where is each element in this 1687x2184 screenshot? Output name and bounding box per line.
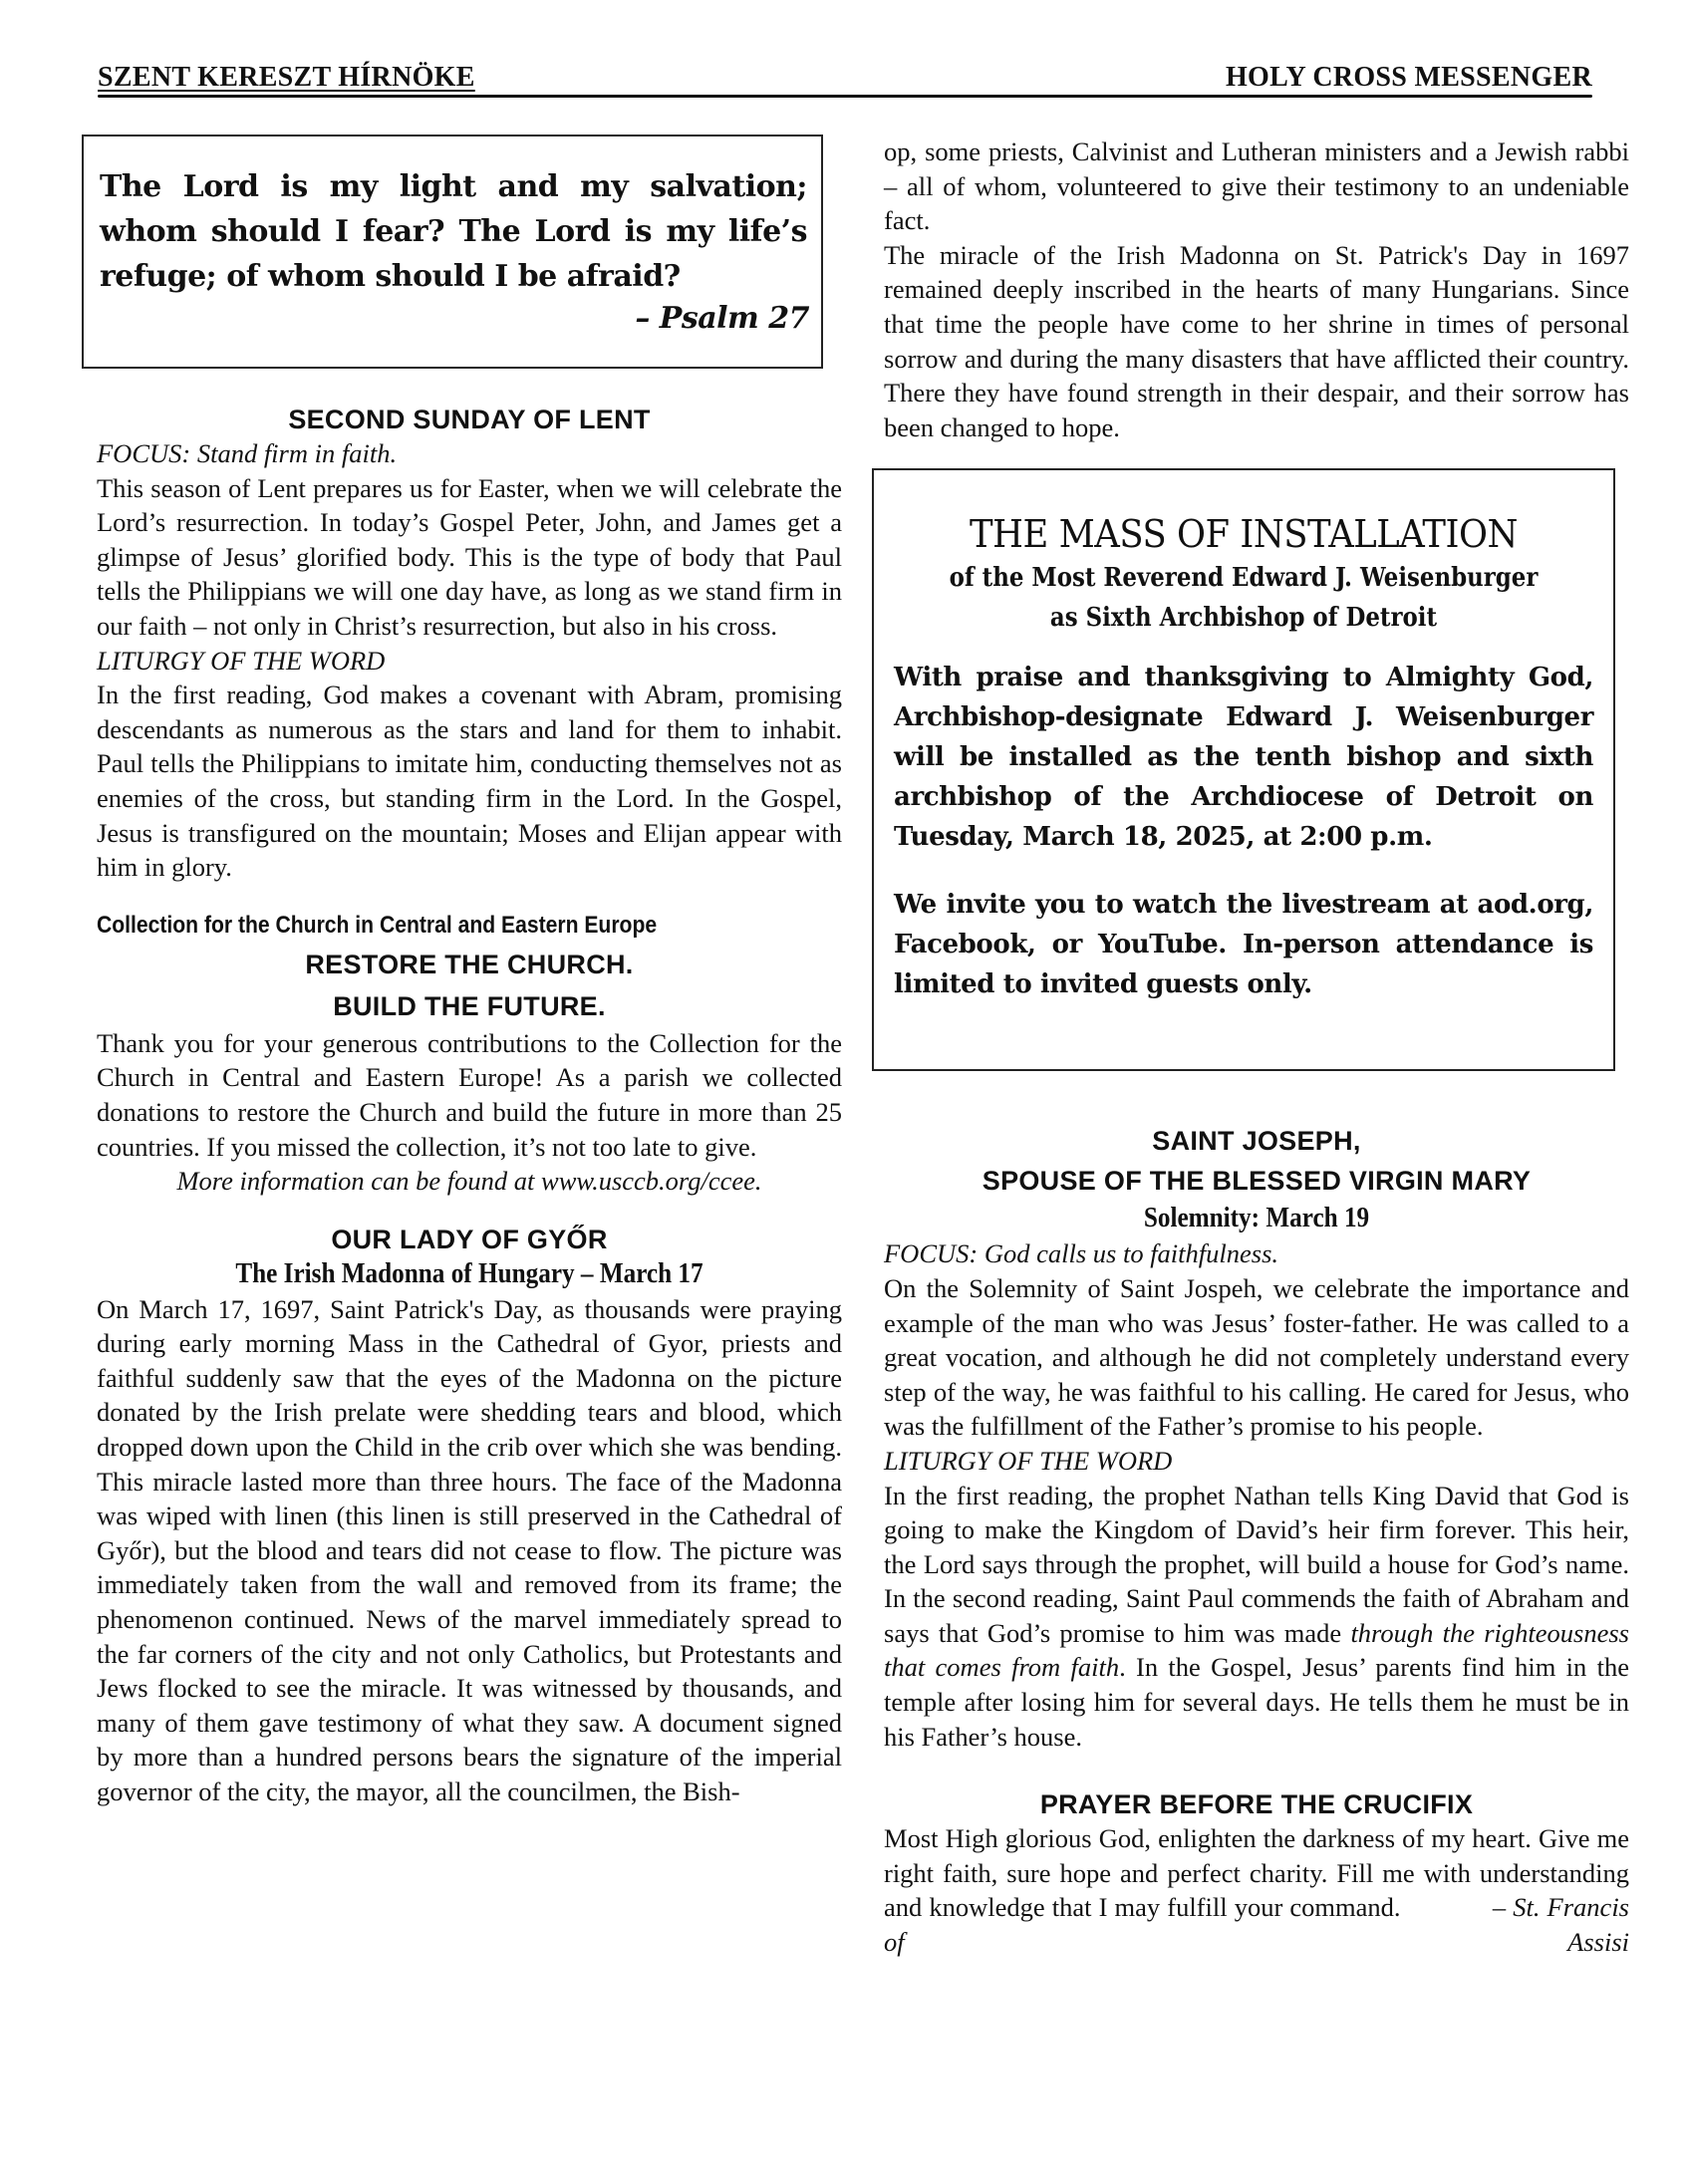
focus-line: FOCUS: Stand firm in faith. [97,438,398,468]
mass-subtitle-2: as Sixth Archbishop of Detroit [1049,603,1438,634]
left-column [97,135,842,1809]
focus-line: FOCUS: God calls us to faithfulness. [884,1238,1279,1269]
mass-body: With praise and thanksgiving to Almighty God, Archbishop-designate Edward J. Weisenburger will be installed as the tenth bishop and sixth archbishop of the Archdiocese of Detroit on Tuesday, March 18, 2025, at 2:00 p.m. [894,663,1593,853]
collection-section [97,909,842,1199]
saint-joseph-section [884,1121,1629,1754]
collection-headline-1: RESTORE THE CHURCH. [305,949,634,979]
gyor-body-continued: op, some priests, Calvinist and Lutheran ministers and a Jewish rabbi – all of whom, volunteered to give their testimony to an undeniable fact. [884,136,1629,236]
prayer-before-crucifix-section [884,1787,1629,1959]
header-title-english: HOLY CROSS MESSENGER [1225,62,1592,93]
gyor-body: On March 17, 1697, Saint Patrick's Day, as thousands were praying during early morning Mass in the Cathedral of Gyor, priests and faithful suddenly saw that the eyes of the Madonna on the picture donated by the Irish prelate were shedding tears and blood, which dropped down upon the Child in the crib over which she was bending. This miracle lasted more than three hours. The face of the Madonna was wiped with linen (this linen is still preserved in the Cathedral of Győr), but the blood and tears did not cease to flow. The picture was immediately taken from the wall and removed from its frame; the phenomenon continued. News of the marvel immediately spread to the far corners of the city and not only Catholics, but Protestants and Jews flocked to see the miracle. It was witnessed by thousands, and many of them gave testimony of what they saw. A document signed by more than a hundred persons bears the signature of the imperial governor of the city, the mayor, all the councilmen, the Bish- [97,1293,842,1806]
mass-title: THE MASS OF INSTALLATION [970,512,1518,557]
psalm-quote-box [82,135,823,369]
section-title: SECOND SUNDAY OF LENT [288,405,651,434]
mass-of-installation-box [872,468,1615,1071]
prayer-body [884,1821,1629,1959]
collection-more-info-link[interactable]: More information can be found at www.usccb.org/ccee. [176,1166,762,1197]
liturgy-label: LITURGY OF THE WORD [884,1445,1173,1476]
liturgy-italic-quote: through the righteousness that comes from faith [884,1617,1629,1683]
lent-liturgy-body: In the first reading, God makes a covenant with Abram, promising descendants as numerous as the stars and land for them to inhabit. Paul tells the Philippians to imitate him, conducting themselves not as enemies of the cross, but standing firm in the Lord. In the Gospel, Jesus is transfigured on the mountain; Moses and Elijan appear with him in glory. [97,680,842,883]
header-divider [98,95,1592,98]
psalm-quote-text: The Lord is my light and my salvation; whom should I fear? The Lord is my life’s refuge; of whom should I be afraid? [100,169,807,294]
section-title: OUR LADY OF GYŐR [331,1224,608,1254]
lent-body: This season of Lent prepares us for Easter, when we will celebrate the Lord’s resurrection. In today’s Gospel Peter, John, and James get a glimpse of Jesus’ glorified body. This is the type of body that Paul tells the Philippians we will one day have, as long as we stand firm in our faith – not only in Christ’s resurrection, but also in his cross. [97,472,842,641]
liturgy-text-part-2: . In the Gospel, Jesus’ parents find him in the temple after losing him for several days. He tells them he must be in his Father’s house. [884,1652,1629,1752]
joseph-title-2: SPOUSE OF THE BLESSED VIRGIN MARY [982,1166,1532,1197]
gyor-subtitle: The Irish Madonna of Hungary – March 17 [235,1257,703,1289]
section-title: PRAYER BEFORE THE CRUCIFIX [1039,1789,1474,1820]
second-sunday-of-lent-section [97,403,842,885]
joseph-body: On the Solemnity of Saint Jospeh, we celebrate the importance and example of the man who was Jesus’ foster-father. He was called to a great vocation, and although he did not completely understand every step of the way, he was faithful to his calling. He cared for Jesus, who was the fulfillment of the Father’s promise to his people. [884,1272,1629,1442]
mass-invite: We invite you to watch the livestream at aod.org, Facebook, or YouTube. In-person attendance is limited to invited guests only. [894,890,1593,1000]
prayer-text: Most High glorious God, enlighten the darkness of my heart. Give me right faith, sure hope and perfect charity. Fill me with understanding and knowledge that I may fulfill your command. [884,1823,1629,1923]
liturgy-label: LITURGY OF THE WORD [97,645,386,676]
collection-headline-2: BUILD THE FUTURE. [333,990,606,1021]
mass-subtitle-1: of the Most Reverend Edward J. Weisenburger [949,563,1539,594]
gyor-closing: The miracle of the Irish Madonna on St. Patrick's Day in 1697 remained deeply inscribed in the hearts of many Hungarians. Since that time the people have come to her shrine in times of personal sorrow and during the many disasters that have afflicted their country. There they have found strength in their despair, and their sorrow has been changed to hope. [884,239,1629,442]
collection-subtitle: Collection for the Church in Central and Eastern Europe [97,911,658,939]
joseph-solemnity: Solemnity: March 19 [1143,1203,1370,1234]
joseph-liturgy-body [884,1479,1629,1755]
our-lady-of-gyor-section [97,1223,842,1809]
psalm-quote-attribution: – Psalm 27 [635,301,809,336]
header-title-hungarian: SZENT KERESZT HÍRNÖKE [98,62,475,93]
right-column [884,135,1629,1960]
collection-body: Thank you for your generous contributions to the Collection for the Church in Central and Eastern Europe! As a parish we collected donations to restore the Church and build the future in more than 25 countries. If you missed the collection, it’s not too late to give. [97,1027,842,1162]
liturgy-text-part-1: In the first reading, the prophet Nathan tells King David that God is going to make the Kingdom of David’s heir firm forever. This heir, the Lord says through the prophet, will build a house for God’s name. In the second reading, Saint Paul commends the faith of Abraham and says that God’s promise to him was made [884,1480,1629,1648]
prayer-attribution: – St. Francis of Assisi [884,1892,1629,1958]
joseph-title-1: SAINT JOSEPH, [1152,1126,1361,1157]
